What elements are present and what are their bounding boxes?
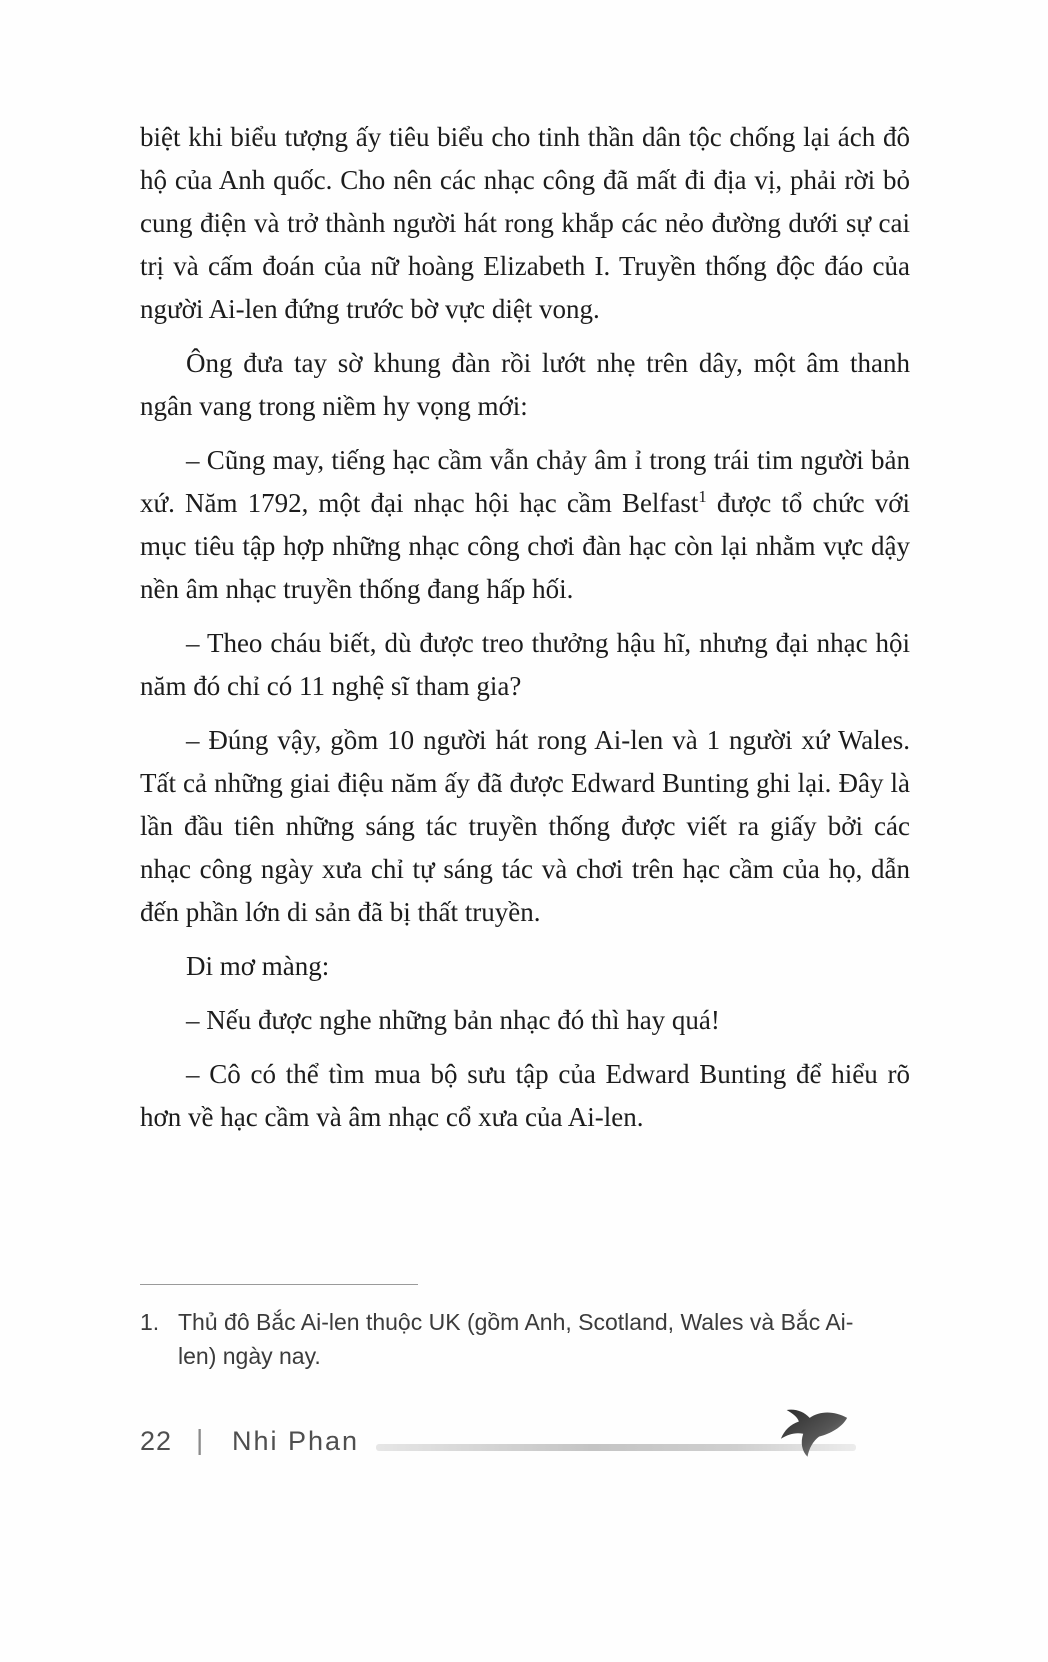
paragraph-text: được tổ chức với mục tiêu tập hợp những nhạc công chơi đàn hạc còn lại nhằm vực dậy nền âm nhạc truyền thống đang hấp hối. xyxy=(140,488,910,604)
footnote-text: Thủ đô Bắc Ai-len thuộc UK (gồm Anh, Scotland, Wales và Bắc Ai-len) ngày nay. xyxy=(178,1309,854,1369)
paragraph xyxy=(140,439,910,611)
paragraph: biệt khi biểu tượng ấy tiêu biểu cho tinh thần dân tộc chống lại ách đô hộ của Anh quốc. Cho nên các nhạc công đã mất đi địa vị, phải rời bỏ cung điện và trở thành người hát rong khắp các nẻo đường dưới sự cai trị và cấm đoán của nữ hoàng Elizabeth I. Truyền thống độc đáo của người Ai-len đứng trước bờ vực diệt vong. xyxy=(140,122,910,324)
footnote-number: 1. xyxy=(140,1309,160,1335)
paragraph-text: – Cũng may, tiếng hạc cầm vẫn chảy âm ỉ trong trái tim người bản xứ. Năm 1792, một đại nhạc hội hạc cầm Belfast xyxy=(140,445,910,518)
paragraph: – Cô có thể tìm mua bộ sưu tập của Edward Bunting để hiểu rõ hơn về hạc cầm và âm nhạc cổ xưa của Ai-len. xyxy=(140,1059,910,1132)
footer-separator: | xyxy=(196,1424,204,1455)
paragraph: – Nếu được nghe những bản nhạc đó thì hay quá! xyxy=(186,1005,720,1035)
footnote-area xyxy=(140,1284,910,1373)
author-name: Nhi Phan xyxy=(232,1426,360,1456)
body-text-block xyxy=(140,116,910,1150)
footnote xyxy=(140,1305,910,1373)
paragraph: – Đúng vậy, gồm 10 người hát rong Ai-len và 1 người xứ Wales. Tất cả những giai điệu năm ấy đã được Edward Bunting ghi lại. Đây là lần đầu tiên những sáng tác truyền thống được viết ra giấy bởi các nhạc công ngày xưa chỉ tự sáng tác và chơi trên hạc cầm của họ, dẫn đến phần lớn di sản đã bị thất truyền. xyxy=(140,725,910,927)
footnote-marker: 1 xyxy=(698,487,707,506)
paragraph: – Theo cháu biết, dù được treo thưởng hậu hĩ, nhưng đại nhạc hội năm đó chỉ có 11 nghệ sĩ tham gia? xyxy=(140,628,910,701)
paragraph: Ông đưa tay sờ khung đàn rồi lướt nhẹ trên dây, một âm thanh ngân vang trong niềm hy vọng mới: xyxy=(140,348,910,421)
paragraph: Di mơ màng: xyxy=(186,951,330,981)
page-number: 22 xyxy=(140,1426,173,1456)
footnote-divider xyxy=(140,1284,418,1285)
page-footer xyxy=(140,1420,910,1470)
bird-icon xyxy=(778,1406,850,1460)
